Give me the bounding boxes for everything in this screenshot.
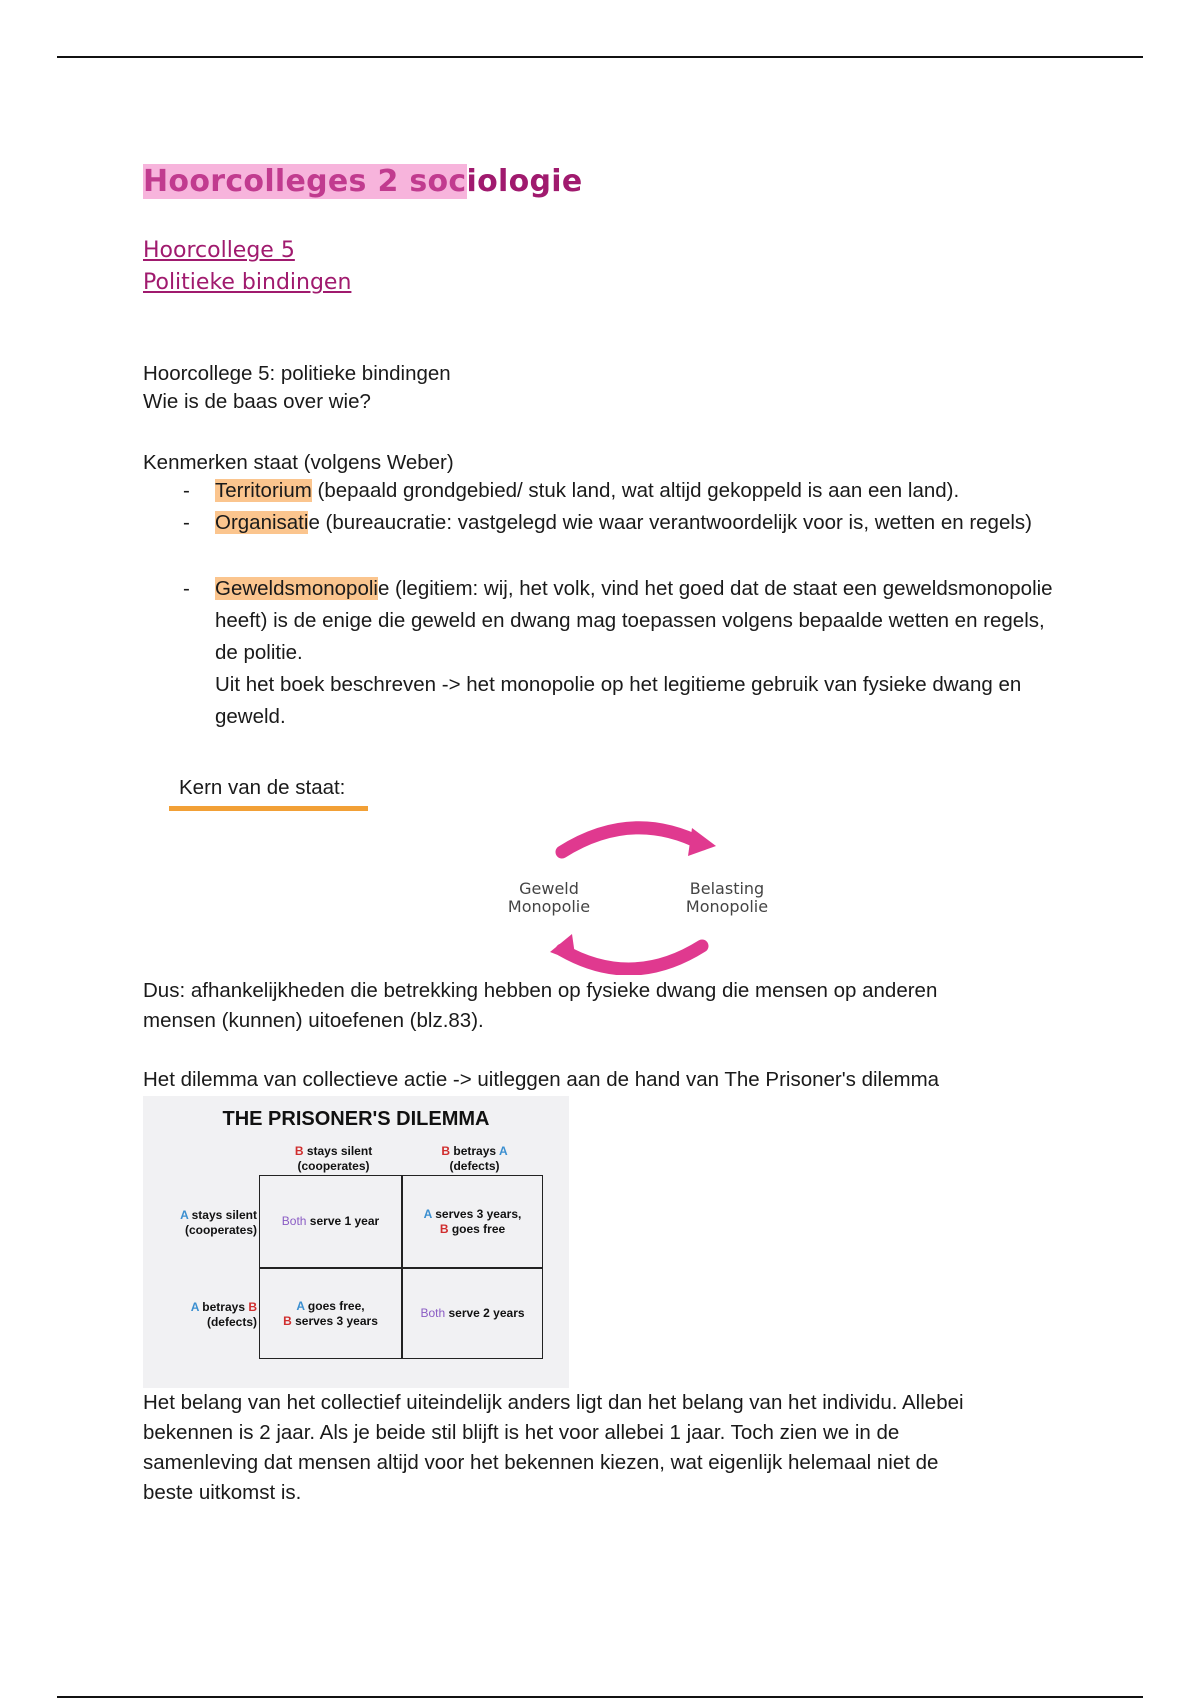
- pd-text: (defects): [449, 1159, 500, 1173]
- title-rest: iologie: [466, 164, 583, 199]
- pd-letter-a: A: [423, 1206, 432, 1221]
- intro-line-2: Wie is de baas over wie?: [143, 390, 371, 413]
- list-item-book-quote: Uit het boek beschreven -> het monopolie op het legitieme gebruik van fysieke dwang en geweld.: [215, 673, 1022, 728]
- kenmerken-heading: Kenmerken staat (volgens Weber): [143, 451, 454, 474]
- subtitle-lecture: Hoorcollege 5: [143, 238, 295, 263]
- intro-line-1: Hoorcollege 5: politieke bindingen: [143, 362, 451, 385]
- conclusion-line-1: Het belang van het collectief uiteindelijk anders ligt dan het belang van het individu. Allebei: [143, 1391, 964, 1414]
- label-line: Geweld: [519, 879, 579, 898]
- pd-text: (cooperates): [184, 1223, 257, 1237]
- pd-letter-b: B: [283, 1313, 292, 1328]
- pd-cell-both-silent: [260, 1176, 401, 1267]
- pd-letter-a: A: [190, 1300, 199, 1314]
- pd-row-header-silent: [143, 1208, 257, 1238]
- conclusion-line-2: bekennen is 2 jaar. Als je beide stil blijft is het voor allebei 1 jaar. Toch zien we in de: [143, 1421, 900, 1444]
- pd-letter-a: A: [498, 1144, 508, 1158]
- top-rule: [57, 56, 1143, 58]
- pd-text: goes free,: [304, 1298, 365, 1313]
- state-cycle-diagram: [480, 810, 800, 975]
- pd-letter-a: A: [296, 1298, 305, 1313]
- bullet-3: -: [183, 577, 190, 600]
- pd-text: stays silent: [188, 1208, 257, 1222]
- kern-underline: [169, 806, 368, 811]
- bottom-arrow-arc: [562, 946, 702, 969]
- pd-both: Both: [420, 1306, 446, 1320]
- bullet-2: -: [183, 511, 190, 534]
- pd-text: serves 3 years: [291, 1313, 378, 1328]
- prisoners-dilemma-figure: [143, 1096, 569, 1388]
- list-item-organisatie: [215, 507, 1055, 539]
- pd-cell-a-betrays: [260, 1268, 401, 1359]
- pd-text: serve 1 year: [306, 1214, 380, 1228]
- label-line: Belasting: [689, 879, 765, 898]
- pd-text: betrays: [198, 1300, 249, 1314]
- pd-matrix: [259, 1175, 543, 1359]
- conclusion-line-3: samenleving dat mensen altijd voor het bekennen kiezen, wat eigenlijk helemaal niet de: [143, 1451, 939, 1474]
- highlight-territorium: Territorium: [215, 479, 312, 502]
- conclusion-line-4: beste uitkomst is.: [143, 1481, 302, 1504]
- pd-cell-b-betrays: [402, 1176, 543, 1267]
- pd-both: Both: [281, 1214, 307, 1228]
- item-text: e (legitiem: wij, het volk, vind het goed dat de staat een geweldsmonopolie heeft) is de enige die geweld en dwang mag toepassen volgens bepaalde wetten en regels, de politie.: [215, 577, 1053, 664]
- pd-title: THE PRISONER'S DILEMMA: [222, 1108, 490, 1130]
- pd-col-header-betrays: [404, 1144, 545, 1174]
- pd-text: serves 3 years,: [431, 1206, 522, 1221]
- pd-text: serve 2 years: [445, 1306, 525, 1320]
- highlight-organisatie: Organisati: [215, 511, 309, 534]
- pd-text: (cooperates): [297, 1159, 370, 1173]
- pd-text: (defects): [206, 1315, 257, 1329]
- dus-line-1: Dus: afhankelijkheden die betrekking hebben op fysieke dwang die mensen op anderen: [143, 979, 938, 1002]
- item-text: (bepaald grondgebied/ stuk land, wat altijd gekoppeld is aan een land).: [311, 479, 960, 502]
- top-arrow-arc: [562, 828, 702, 852]
- pd-letter-b: B: [248, 1300, 257, 1314]
- pd-letter-a: A: [180, 1208, 189, 1222]
- document-title: [143, 164, 583, 199]
- label-belasting-monopolie: [672, 880, 782, 916]
- item-text: e (bureaucratie: vastgelegd wie waar verantwoordelijk voor is, wetten en regels): [308, 511, 1032, 534]
- dilemma-intro: Het dilemma van collectieve actie -> uitleggen aan de hand van The Prisoner's dilemma: [143, 1068, 940, 1091]
- list-item-geweldsmonopolie: [215, 573, 1055, 669]
- pd-row-header-betrays: [143, 1300, 257, 1330]
- kern-label: Kern van de staat:: [179, 776, 346, 799]
- pd-text: stays silent: [303, 1144, 373, 1158]
- top-arrow-head: [688, 828, 716, 856]
- pd-letter-b: B: [439, 1221, 449, 1236]
- label-line: Monopolie: [685, 897, 769, 916]
- pd-text: goes free: [448, 1221, 506, 1236]
- highlight-geweldsmonopolie: Geweldsmonopoli: [215, 577, 378, 600]
- list-item-territorium: [215, 475, 1055, 507]
- pd-text: betrays: [450, 1144, 499, 1158]
- subtitle-topic: Politieke bindingen: [143, 270, 352, 295]
- pd-letter-b: B: [294, 1144, 304, 1158]
- label-geweld-monopolie: [494, 880, 604, 916]
- pd-letter-b: B: [441, 1144, 451, 1158]
- bottom-rule: [57, 1696, 1143, 1698]
- pd-col-header-silent: [263, 1144, 404, 1174]
- pd-cell-both-betray: [402, 1268, 543, 1359]
- label-line: Monopolie: [507, 897, 591, 916]
- dus-line-2: mensen (kunnen) uitoefenen (blz.83).: [143, 1009, 484, 1032]
- bullet-1: -: [183, 479, 190, 502]
- title-highlight: Hoorcolleges 2 soc: [143, 164, 467, 199]
